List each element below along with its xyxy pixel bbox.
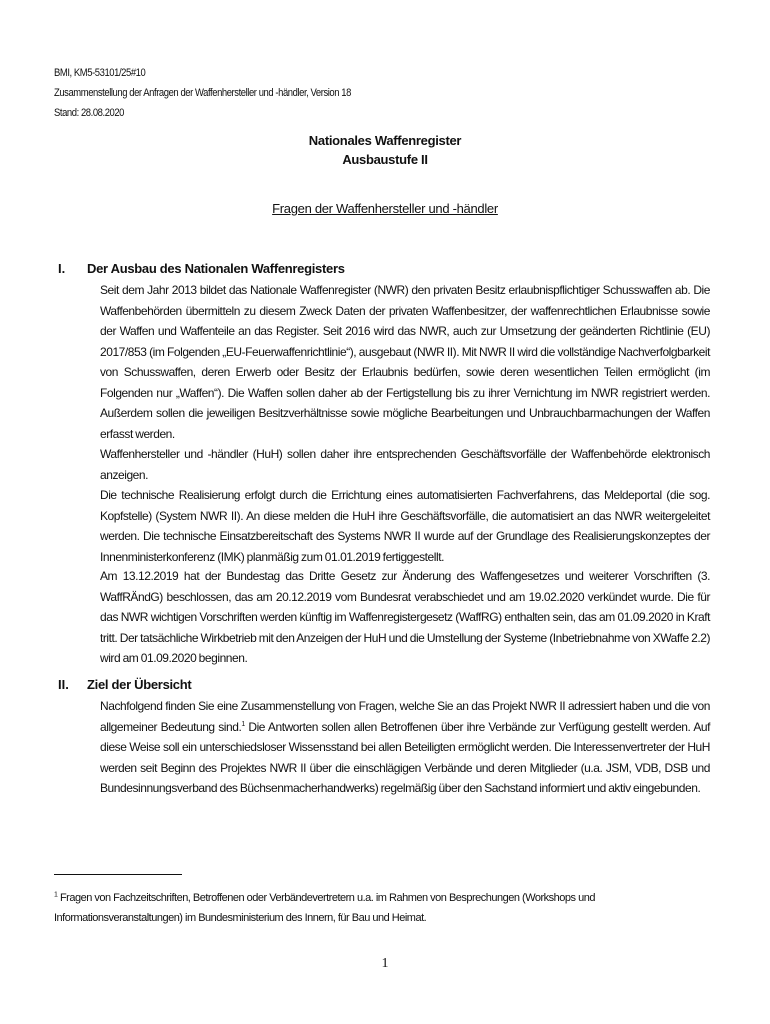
reference-number: BMI, KM5-53101/25#10 — [54, 67, 146, 79]
section-1-body-cont — [100, 566, 710, 669]
section-2-body — [100, 696, 710, 799]
section-1-number: I. — [58, 261, 66, 276]
footnote-divider — [54, 874, 182, 875]
section-1-paragraph: Seit dem Jahr 2013 bildet das Nationale Waffenregister (NWR) den privaten Besitz erlaubnispflichtiger Schusswaffen ab. Die Waffenbehörden übermitteln zu diesem Zweck Daten der privaten Waffenbesitzer, der waffenrechtlichen Erlaubnisse sowie der Waffen und Waffenteile an das Register. Seit 2016 wird das NWR, auch zur Umsetzung der geänderten Richtlinie (EU) 2017/853 (im Folgenden „EU-Feuerwaffenrichtlinie“), ausgebaut (NWR II). Mit NWR II wird die vollständige Nachverfolgbarkeit von Schusswaffen, deren Erwerb oder Besitz der Erlaubnis bedürfen, sowie deren wesentlichen Teilen ermöglicht (im Folgenden nur „Waffen“). Die Waffen sollen daher ab der Fertigstellung bis zu ihrer Vernichtung im NWR registriert werden. Außerdem sollen die jeweiligen Besitzverhältnisse sowie mögliche Bearbeitungen und Unbrauchbarmachungen der Waffen erfasst werden. — [100, 283, 710, 441]
section-1-body — [100, 280, 710, 567]
document-header — [54, 63, 351, 123]
document-date: Stand: 28.08.2020 — [54, 107, 125, 119]
document-description: Zusammenstellung der Anfragen der Waffenhersteller und -händler, Version 18 — [54, 87, 351, 99]
section-2-number: II. — [58, 677, 69, 692]
footnote-reference[interactable]: 1 — [241, 720, 245, 728]
footnote — [54, 888, 714, 928]
document-subtitle-stage: Ausbaustufe II — [342, 152, 428, 167]
section-2-text-a: Nachfolgend finden Sie eine Zusammenstellung von Fragen, welche Sie an das Projekt NWR II adressiert haben und die von allgemeiner Bedeutung sind. — [100, 699, 710, 734]
document-title: Nationales Waffenregister — [308, 133, 462, 148]
footnote-text: Fragen von Fachzeitschriften, Betroffenen oder Verbändevertretern u.a. im Rahmen von Besprechungen (Workshops und Informationsveranstaltungen) im Bundesministerium des Innern, für Bau und Heimat. — [54, 892, 595, 924]
section-1-paragraph: Am 13.12.2019 hat der Bundestag das Dritte Gesetz zur Änderung des Waffengesetzes und weiterer Vorschriften (3. WaffRÄndG) beschlossen, das am 20.12.2019 vom Bundesrat verabschiedet und am 19.02.2020 verkündet wurde. Die für das NWR wichtigen Vorschriften werden künftig im Waffenregistergesetz (WaffRG) enthalten sein, das am 01.09.2020 in Kraft tritt. Der tatsächliche Wirkbetrieb mit den Anzeigen der HuH und die Umstellung der Systeme (Inbetriebnahme von XWaffe 2.2) wird am 01.09.2020 beginnen. — [100, 569, 710, 665]
footnote-marker: 1 — [54, 891, 58, 899]
section-2-text-b: Die Antworten sollen allen Betroffenen über ihre Verbände zur Verfügung gestellt werden. Auf diese Weise soll ein unterschiedsloser Wissensstand bei allen Beteiligten ermöglicht werden. Die Interessenvertreter der HuH werden seit Beginn des Projektes NWR II über die einschlägigen Verbände und deren Mitglieder (u.a. JSM, VDB, DSB und Bundesinnungsverband des Büchsenmacherhandwerks) regelmäßig über den Sachstand informiert und aktiv eingebunden. — [100, 719, 710, 795]
section-1-heading: Der Ausbau des Nationalen Waffenregisters — [87, 261, 345, 276]
page-number: 1 — [381, 956, 389, 971]
section-1-paragraph: Waffenhersteller und -händler (HuH) sollen daher ihre entsprechenden Geschäftsvorfälle der Waffenbehörde elektronisch anzeigen. — [100, 447, 710, 482]
document-subtitle: Fragen der Waffenhersteller und -händler — [272, 201, 498, 216]
section-2-heading: Ziel der Übersicht — [87, 677, 192, 692]
section-1-paragraph: Die technische Realisierung erfolgt durch die Errichtung eines automatisierten Fachverfahrens, das Meldeportal (die sog. Kopfstelle) (System NWR II). An diese melden die HuH ihre Geschäftsvorfälle, die automatisiert an das NWR weitergeleitet werden. Die technische Einsatzbereitschaft des Systems NWR II wurde auf der Grundlage des Realisierungskonzeptes der Innenministerkonferenz (IMK) planmäßig zum 01.01.2019 fertiggestellt. — [100, 488, 710, 564]
section-2-paragraph — [100, 696, 710, 799]
